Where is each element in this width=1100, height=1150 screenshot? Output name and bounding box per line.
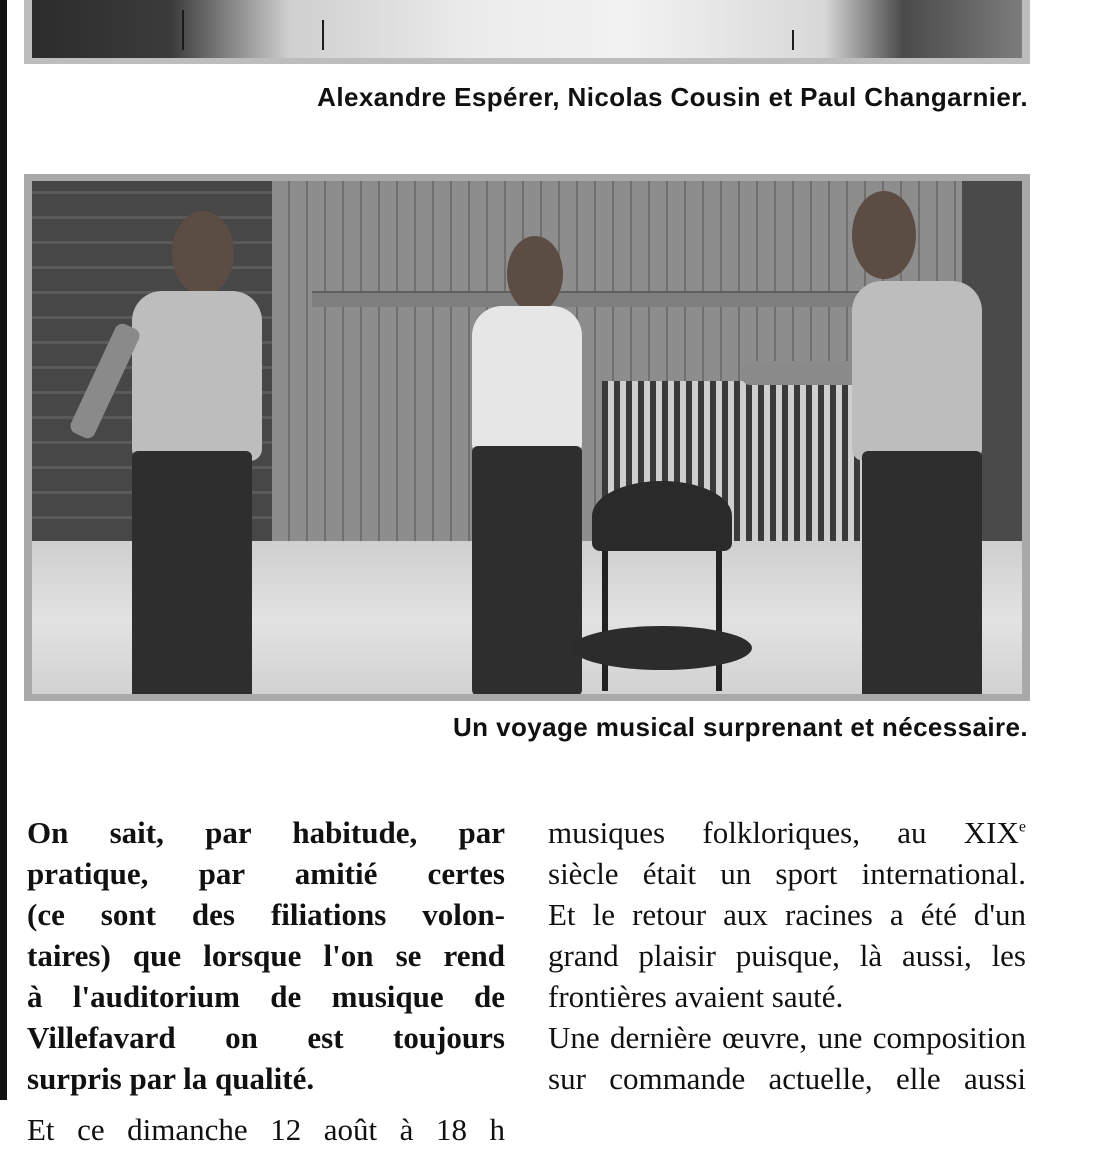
- body-line: frontières avaient sauté.: [548, 979, 844, 1014]
- lead-line: taires) que lorsque l'on se rend: [27, 938, 505, 973]
- photo-caption-main: Un voyage musical surprenant et nécessaire.: [453, 712, 1028, 742]
- page-left-rule: [0, 0, 7, 1100]
- superscript: e: [1018, 818, 1026, 836]
- photo-caption-top: Alexandre Espérer, Nicolas Cousin et Paul Changarnier.: [317, 82, 1028, 112]
- main-photo: [24, 174, 1030, 701]
- music-stand: [322, 20, 324, 50]
- body-line: Et ce dimanche 12 août à 18 h: [27, 1112, 505, 1147]
- music-stand: [182, 10, 184, 50]
- lead-line: Villefavard on est toujours: [27, 1020, 505, 1055]
- article-lead: [27, 812, 505, 1099]
- main-photo-scene: [32, 181, 1022, 694]
- body-line-text: musiques folkloriques, au XIX: [548, 815, 1019, 850]
- article-body: [548, 812, 1026, 1099]
- top-photo: [24, 0, 1030, 64]
- body-line: Une dernière œuvre, une composition: [548, 1020, 1026, 1055]
- lead-line: On sait, par habitude, par: [27, 815, 505, 850]
- body-line: sur commande actuelle, elle aussi: [548, 1061, 1026, 1096]
- folding-chair: [572, 481, 752, 691]
- lead-line: à l'auditorium de musique de: [27, 979, 505, 1014]
- body-line: [548, 812, 1026, 853]
- lead-line: surpris par la qualité.: [27, 1061, 315, 1096]
- article-column-left: [27, 812, 505, 1150]
- body-line: Et le retour aux racines a été d'un: [548, 897, 1026, 932]
- door-beam: [312, 291, 932, 307]
- body-line: grand plaisir puisque, là aussi, les: [548, 938, 1026, 973]
- top-photo-scene: [32, 0, 1022, 58]
- lead-line: pratique, par amitié certes: [27, 856, 505, 891]
- article-column-right: [548, 812, 1026, 1099]
- lead-line: (ce sont des filiations volon-: [27, 897, 505, 932]
- article-body: [27, 1109, 505, 1150]
- music-stand: [792, 30, 794, 50]
- body-line: siècle était un sport international.: [548, 856, 1026, 891]
